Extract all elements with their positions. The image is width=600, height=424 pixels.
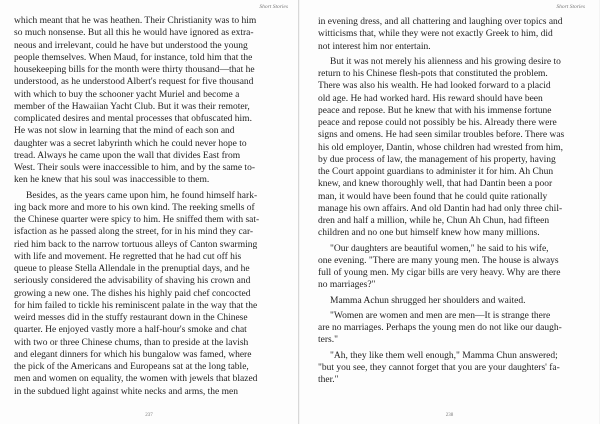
text-line: There was also his wealth. He had looked forward to a placid <box>318 81 551 92</box>
page-body <box>14 15 284 398</box>
text-line: signs and omens. He had seen similar troubles before. There was <box>318 130 565 141</box>
text-line: which meant that he was heathen. Their Christianity was to him <box>14 16 257 26</box>
text-line: understood, as he understood Albert's request for five thousand <box>14 77 254 88</box>
text-line: people themselves. When Maud, for instance, told him that the <box>14 52 253 63</box>
text-line: with two or three Chinese chums, than to preside at the lavish <box>14 337 249 348</box>
text-line: in evening dress, and all chattering and laughing over topics and <box>318 17 563 27</box>
text-line: Besides, as the years came upon him, he found himself hark- <box>26 190 258 201</box>
text-line: are no marriages. Perhaps the young men do not like our daugh- <box>318 323 562 333</box>
text-line: ken he knew that his soul was inaccessible to them. <box>14 175 210 186</box>
text-line: neous and irrelevant, could he have but understood the young <box>14 40 248 51</box>
text-line: knew, and knew thoroughly well, that had Dantin been a poor <box>318 179 553 190</box>
text-line: complicated desires and mental processes that obfuscated him. <box>14 114 252 124</box>
text-line: Mamma Achun shrugged her shoulders and waited. <box>330 295 526 306</box>
paragraph <box>318 295 589 307</box>
text-line: queue to please Stella Allendale in the prenuptial days, and he <box>14 264 250 274</box>
text-line: men and women on equality, the women with jewels that blazed <box>14 374 258 385</box>
right-page <box>300 0 599 424</box>
text-line: for him failed to tickle his reminiscent palate in the way that the <box>14 300 258 311</box>
page-number: 237 <box>145 413 153 418</box>
text-line: But it was not merely his alienness and his growing desire to <box>330 56 561 67</box>
text-line: "Women are women and men are men—It is strange there <box>330 310 551 321</box>
text-line: housekeeping bills for the month were thirty thousand—that he <box>14 65 255 75</box>
text-line: peace and repose. But he knew that with his immense fortune <box>318 105 552 116</box>
text-line: no marriages?" <box>318 280 376 291</box>
paragraph <box>14 190 284 398</box>
text-line: and elegant dinners for which his bungalow was famed, where <box>14 349 252 360</box>
text-line: growing a new one. The dishes his highly paid chef concocted <box>14 288 251 299</box>
text-line: dren and half a million, while he, Chun Ah Chun, had fifteen <box>318 216 550 226</box>
text-line: with which to buy the schooner yacht Muriel and become a <box>14 89 240 100</box>
text-line: not interest him nor entertain. <box>318 41 431 52</box>
text-line: ing back more and more to his own kind. The reeking smells of <box>14 202 255 213</box>
left-page <box>0 0 299 424</box>
text-line: peace and repose could not possibly be his. Already there were <box>318 118 557 128</box>
page-number: 238 <box>445 413 454 418</box>
text-line: one evening. "There are many young men. The house is always <box>318 255 559 266</box>
paragraph <box>14 15 284 187</box>
text-line: quarter. He enjoyed vastly more a half-hour's smoke and chat <box>14 325 247 336</box>
text-line: ried him back to the narrow tortuous alleys of Canton swarming <box>14 239 258 250</box>
text-line: his old employer, Dantin, whose children had wrested from him, <box>318 142 563 153</box>
text-line: so much nonsense. But all this he would have ignored as extra- <box>14 28 254 39</box>
text-line: man, it would have been found that he could quite rationally <box>318 191 548 202</box>
text-line: isfaction as he passed along the street, for in his mind they car- <box>14 227 254 238</box>
paragraph <box>318 310 589 347</box>
page-body <box>318 16 589 386</box>
text-line: He was not slow in learning that the mind of each son and <box>14 126 235 137</box>
text-line: tread. Always he came upon the wall that divides East from <box>14 150 241 161</box>
text-line: the Chinese quarter were spicy to him. He sniffed them with sat- <box>14 215 260 225</box>
text-line: weird messes did in the stuffy restaurant down in the Chinese <box>14 313 248 323</box>
text-line: by due process of law, the management of his property, having <box>318 154 556 165</box>
text-line: "Our daughters are beautiful women," he said to his wife, <box>330 243 549 254</box>
text-line: member of the Hawaiian Yacht Club. But it was their remoter, <box>14 101 250 112</box>
running-head: Short Stories <box>556 4 585 10</box>
text-line: with life and movement. He regretted that he had cut off his <box>14 251 242 262</box>
running-head: Short Stories <box>259 4 288 10</box>
text-line: return to his Chinese flesh-pots that constituted the problem. <box>318 69 548 79</box>
text-line: manage his own affairs. And old Dantin had had only three chil- <box>318 203 563 214</box>
text-line: old age. He had worked hard. His reward should have been <box>318 93 543 104</box>
text-line: ther." <box>318 375 339 385</box>
text-line: daughter was a secret labyrinth which he could never hope to <box>14 138 247 149</box>
text-line: full of young men. My cigar bills are very heavy. Why are there <box>318 268 561 278</box>
paragraph <box>318 243 589 292</box>
text-line: ters." <box>318 335 338 346</box>
text-line: West. Their souls were inaccessible to him, and by the same to- <box>14 163 255 173</box>
text-line: witticisms that, while they were not exactly Greek to him, did <box>318 29 553 40</box>
paragraph <box>318 56 589 240</box>
text-line: children and no one but himself knew how many millions. <box>318 228 540 239</box>
text-line: the Court appoint guardians to administer it for him. Ah Chun <box>318 167 554 177</box>
text-line: in the subdued light against white necks and arms, the men <box>14 386 238 397</box>
paragraph <box>318 16 589 53</box>
text-line: "but you see, they cannot forget that you are your daughters' fa- <box>318 362 560 373</box>
paragraph <box>318 350 589 387</box>
text-line: the pick of the Americans and Europeans sat at the long table, <box>14 362 249 372</box>
text-line: "Ah, they like them well enough," Mamma Chun answered; <box>330 350 558 361</box>
text-line: seriously considered the advisability of shaving his crown and <box>14 276 251 287</box>
